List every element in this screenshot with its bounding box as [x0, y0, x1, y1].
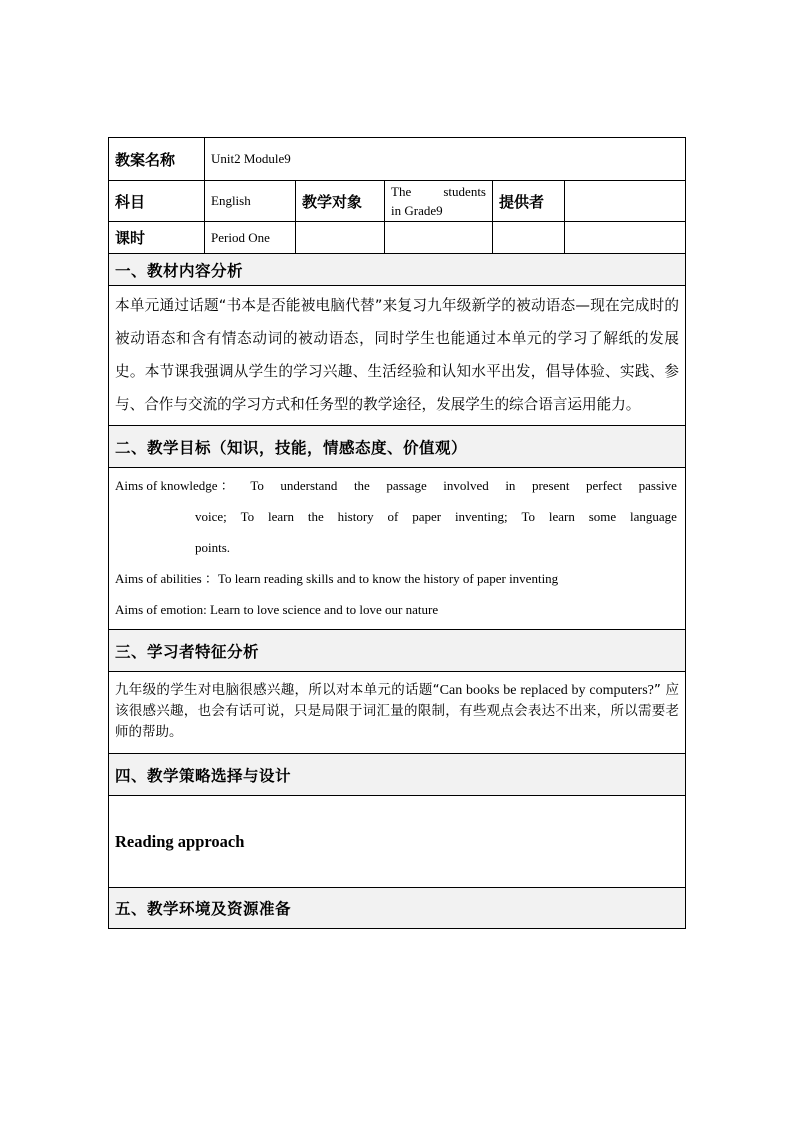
- aim-knowledge-word: the: [353, 478, 370, 493]
- empty-cell: [493, 222, 565, 254]
- aim-knowledge-word: To: [250, 478, 264, 493]
- audience-value: [385, 181, 493, 222]
- aim-knowledge-word: inventing;: [454, 509, 508, 524]
- plan-name-label: 教案名称: [109, 138, 205, 181]
- row-section4-body: [109, 796, 686, 888]
- aim-knowledge-word: perfect: [586, 478, 623, 493]
- empty-cell: [565, 222, 686, 254]
- row-section1-title: [109, 254, 686, 286]
- audience-value-word-the: The: [391, 184, 412, 199]
- aim-knowledge-word: some: [588, 509, 617, 524]
- aim-knowledge-word: paper: [412, 509, 442, 524]
- aim-knowledge-word: involved: [443, 478, 489, 493]
- aim-knowledge-word: passage: [386, 478, 427, 493]
- audience-value-word-students: students: [443, 184, 486, 199]
- section-title-environment: 五、教学环境及资源准备: [109, 888, 686, 929]
- empty-cell: [296, 222, 385, 254]
- empty-cell: [385, 222, 493, 254]
- audience-label: 教学对象: [296, 181, 385, 222]
- aim-knowledge-label: Aims of knowledge ：: [115, 478, 234, 493]
- aim-knowledge-word: language: [630, 509, 677, 524]
- aim-knowledge-line3: points.: [195, 540, 231, 555]
- aim-knowledge-word: the: [307, 509, 324, 524]
- row-plan-name: [109, 138, 686, 181]
- row-section3-body: [109, 672, 686, 754]
- row-section4-title: [109, 754, 686, 796]
- row-section3-title: [109, 630, 686, 672]
- plan-name-value: Unit2 Module9: [205, 138, 686, 181]
- aim-knowledge-line2: [115, 501, 677, 532]
- aim-knowledge-word: history: [337, 509, 374, 524]
- provider-label: 提供者: [493, 181, 565, 222]
- section-title-textbook-analysis: 一、教材内容分析: [109, 254, 686, 286]
- row-section2-body: [109, 468, 686, 630]
- aim-abilities: Aims of abilities ：To learn reading skills and to know the history of paper inventing: [115, 571, 559, 586]
- section-title-strategy: 四、教学策略选择与设计: [109, 754, 686, 796]
- aim-emotion: Aims of emotion: Learn to love science and to love our nature: [115, 602, 439, 617]
- aim-knowledge-word: To: [521, 509, 536, 524]
- lesson-plan-table: [108, 137, 686, 929]
- strategy-body: Reading approach: [109, 796, 686, 888]
- aim-knowledge-word: learn: [548, 509, 575, 524]
- audience-value-grade: in Grade9: [391, 203, 443, 218]
- row-subject: [109, 181, 686, 222]
- row-section5-title: [109, 888, 686, 929]
- period-label: 课时: [109, 222, 205, 254]
- learner-analysis-body: [109, 672, 686, 754]
- row-period: [109, 222, 686, 254]
- section-title-teaching-aims: 二、教学目标（知识，技能，情感态度、价值观）: [109, 426, 686, 468]
- learner-text-part1: 九年级的学生对电脑很感兴趣，所以对本单元的话题“: [115, 682, 440, 698]
- period-value: Period One: [205, 222, 296, 254]
- provider-value: [565, 181, 686, 222]
- aim-knowledge-word: passive: [638, 478, 677, 493]
- learner-text-part2: ” 应该很感兴趣，也会有话可说，只是局限于词汇量的限制，有些观点会表达不出来，所以需要老师的帮助。: [115, 682, 679, 740]
- aim-knowledge-line1: [115, 470, 677, 501]
- section-title-learner-analysis: 三、学习者特征分析: [109, 630, 686, 672]
- subject-label: 科目: [109, 181, 205, 222]
- aim-knowledge-word: of: [387, 509, 399, 524]
- teaching-aims-body: [109, 468, 686, 630]
- aim-knowledge-word: present: [531, 478, 570, 493]
- aim-knowledge-word: understand: [280, 478, 338, 493]
- aim-knowledge-word: voice;: [195, 509, 227, 524]
- aim-knowledge-word: learn: [268, 509, 294, 524]
- row-section2-title: [109, 426, 686, 468]
- row-section1-body: [109, 286, 686, 426]
- aim-knowledge-word: in: [505, 478, 516, 493]
- textbook-analysis-body: 本单元通过话题“书本是否能被电脑代替”来复习九年级新学的被动语态—现在完成时的被动语态和含有情态动词的被动语态，同时学生也能通过本单元的学习了解纸的发展史。本节课我强调从学生的学习兴趣、生活经验和认知水平出发，倡导体验、实践、参与、合作与交流的学习方式和任务型的教学途径，发展学生的综合语言运用能力。: [109, 286, 686, 426]
- aim-knowledge-word: To: [240, 509, 255, 524]
- learner-text-topic: Can books be replaced by computers?: [439, 683, 654, 698]
- subject-value: English: [205, 181, 296, 222]
